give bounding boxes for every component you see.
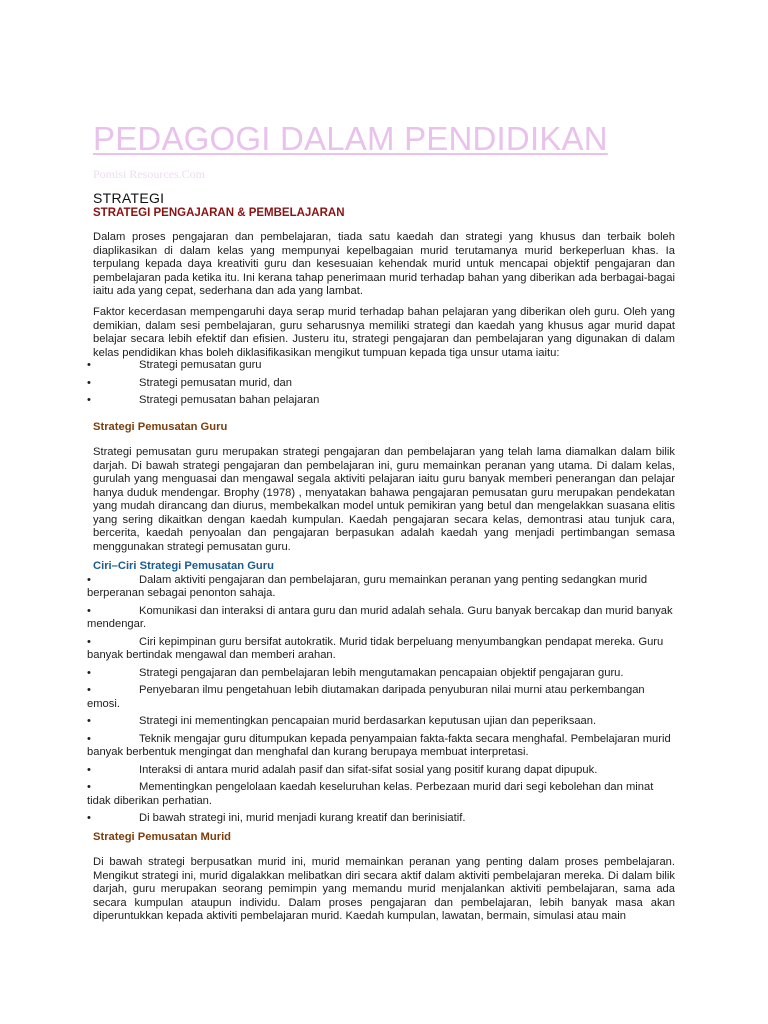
list-item <box>87 715 679 728</box>
bullet-icon: • <box>87 376 91 389</box>
list-item-text: Strategi pemusatan guru <box>139 359 262 371</box>
list-item <box>87 605 679 632</box>
bullet-icon: • <box>87 574 91 586</box>
paragraph-faktor: Faktor kecerdasan mempengaruhi daya serap murid terhadap bahan pelajaran yang diberikan oleh guru. Oleh yang demikian, dalam sesi pembelajaran, guru seharusnya memiliki strategi dan kaedah yang khusus agar murid dapat belajar secara lebih efektif dan efisien. Justeru itu, strategi pengajaran dan pembelajaran yang digunakan di dalam kelas pendidikan khas boleh diklasifikasikan mengikut tumpuan kepada tiga unsur utama iaitu: <box>93 306 675 359</box>
list-item-text: Di bawah strategi ini, murid menjadi kurang kreatif dan berinisiatif. <box>139 812 466 825</box>
list-item <box>87 812 679 825</box>
list-item <box>87 636 679 663</box>
list-item-text: Strategi pemusatan bahan pelajaran <box>139 394 320 406</box>
bullet-icon: • <box>87 635 91 648</box>
list-item <box>87 377 679 395</box>
bullet-icon: • <box>87 666 91 679</box>
list-item <box>87 574 679 601</box>
list-item-text: Strategi pemusatan murid, dan <box>139 376 292 389</box>
list-item-text: Teknik mengajar guru ditumpukan kepada penyampaian fakta-fakta secara menghafal. Pembelajaran murid banyak berbentuk mengingat dan menghafal dan kurang berupaya membuat interpretasi. <box>87 732 671 759</box>
source-watermark: Pomisi Resources.Com <box>93 167 206 181</box>
section-heading: STRATEGI <box>93 190 165 206</box>
bullet-icon: • <box>87 394 91 406</box>
list-item-text: Strategi pengajaran dan pembelajaran lebih mengutamakan pencapaian objektif pengajaran guru. <box>139 666 624 679</box>
list-item-text: Mementingkan pengelolaan kaedah keseluruhan kelas. Perbezaan murid dari segi kebolehan dan minat tidak diberikan perhatian. <box>87 781 654 807</box>
strategy-list <box>87 359 679 412</box>
list-item <box>87 394 679 412</box>
list-item <box>87 667 679 680</box>
bullet-icon: • <box>87 604 91 617</box>
list-item-text: Interaksi di antara murid adalah pasif dan sifat-sifat sosial yang positif kurang dapat dipupuk. <box>139 763 598 776</box>
bullet-icon: • <box>87 359 91 371</box>
list-item <box>87 733 679 760</box>
list-item <box>87 684 679 711</box>
heading-ciri-ciri: Ciri–Ciri Strategi Pemusatan Guru <box>93 560 274 572</box>
list-item-text: Ciri kepimpinan guru bersifat autokratik. Murid tidak berpeluang menyumbangkan pendapat mereka. Guru banyak bertindak mengawal dan memberi arahan. <box>87 635 664 662</box>
paragraph-intro: Dalam proses pengajaran dan pembelajaran, tiada satu kaedah dan strategi yang khusus dan terbaik boleh diaplikasikan di dalam kelas yang mempunyai kepelbagaian murid terutamanya murid berkeperluan khas. Ia terpulang kepada daya kreativiti guru dan kesesuaian kehendak murid untuk mencapai objektif pengajaran dan pembelajaran pada ketika itu. Ini kerana tahap penerimaan murid terhadap bahan yang diberikan ada berbagai-bagai iaitu ada yang cepat, sederhana dan ada yang lambat. <box>93 231 675 297</box>
list-item-text: Dalam aktiviti pengajaran dan pembelajaran, guru memainkan peranan yang penting sedangkan murid berperanan sebagai penonton sahaja. <box>87 574 648 600</box>
list-item <box>87 781 679 808</box>
list-item-text: Strategi ini mementingkan pencapaian murid berdasarkan keputusan ujian dan peperiksaan. <box>139 715 597 728</box>
list-item-text: Komunikasi dan interaksi di antara guru dan murid adalah sehala. Guru banyak bercakap dan murid banyak mendengar. <box>87 604 673 631</box>
heading-pemusatan-guru: Strategi Pemusatan Guru <box>93 421 228 433</box>
list-item <box>87 359 679 377</box>
bullet-icon: • <box>87 715 91 728</box>
bullet-icon: • <box>87 732 91 745</box>
bullet-icon: • <box>87 684 91 697</box>
document-title[interactable]: PEDAGOGI DALAM PENDIDIKAN <box>93 120 608 157</box>
list-item-text: Penyebaran ilmu pengetahuan lebih diutamakan daripada penyuburan nilai murni atau perkembangan emosi. <box>87 684 645 710</box>
bullet-icon: • <box>87 812 91 825</box>
paragraph-pemusatan-guru: Strategi pemusatan guru merupakan strategi pengajaran dan pembelajaran yang telah lama diamalkan dalam bilik darjah. Di bawah strategi pengajaran dan pembelajaran ini, guru memainkan peranan yang utama. Di dalam kelas, gurulah yang menguasai dan mengawal segala aktiviti pelajaran iaitu guru banyak memberi penerangan dan pelajar hanya duduk mendengar. Brophy (1978) , menyatakan bahawa pengajaran pemusatan guru merupakan pendekatan yang mudah dirancang dan diurus, membekalkan model untuk pemikiran yang betul dan mengelakkan suasana elitis yang sering dikaitkan dengan kaedah kumpulan. Kaedah pengajaran secara kelas, demontrasi atau tunjuk cara, bercerita, kaedah penyoalan dan pengajaran berpasukan adalah kaedah yang menjadi pertimbangan semasa menggunakan strategi pemusatan guru. <box>93 446 675 553</box>
section-subheading: STRATEGI PENGAJARAN & PEMBELAJARAN <box>93 207 345 219</box>
bullet-icon: • <box>87 763 91 776</box>
paragraph-pemusatan-murid: Di bawah strategi berpusatkan murid ini, murid memainkan peranan yang penting dalam proses pembelajaran. Mengikut strategi ini, murid digalakkan melibatkan diri secara aktif dalam aktiviti pembelajaran mereka. Di dalam bilik darjah, guru merupakan seorang pemimpin yang memandu murid menjalankan aktiviti pembelajaran, sama ada secara kumpulan ataupun individu. Dalam proses pengajaran dan pembelajaran, lebih banyak masa akan diperuntukkan kepada aktiviti pembelajaran murid. Kaedah kumpulan, lawatan, bermain, simulasi atau main <box>93 856 675 922</box>
heading-pemusatan-murid: Strategi Pemusatan Murid <box>93 831 232 843</box>
list-item <box>87 764 679 777</box>
ciri-list <box>87 574 679 830</box>
bullet-icon: • <box>87 781 91 794</box>
